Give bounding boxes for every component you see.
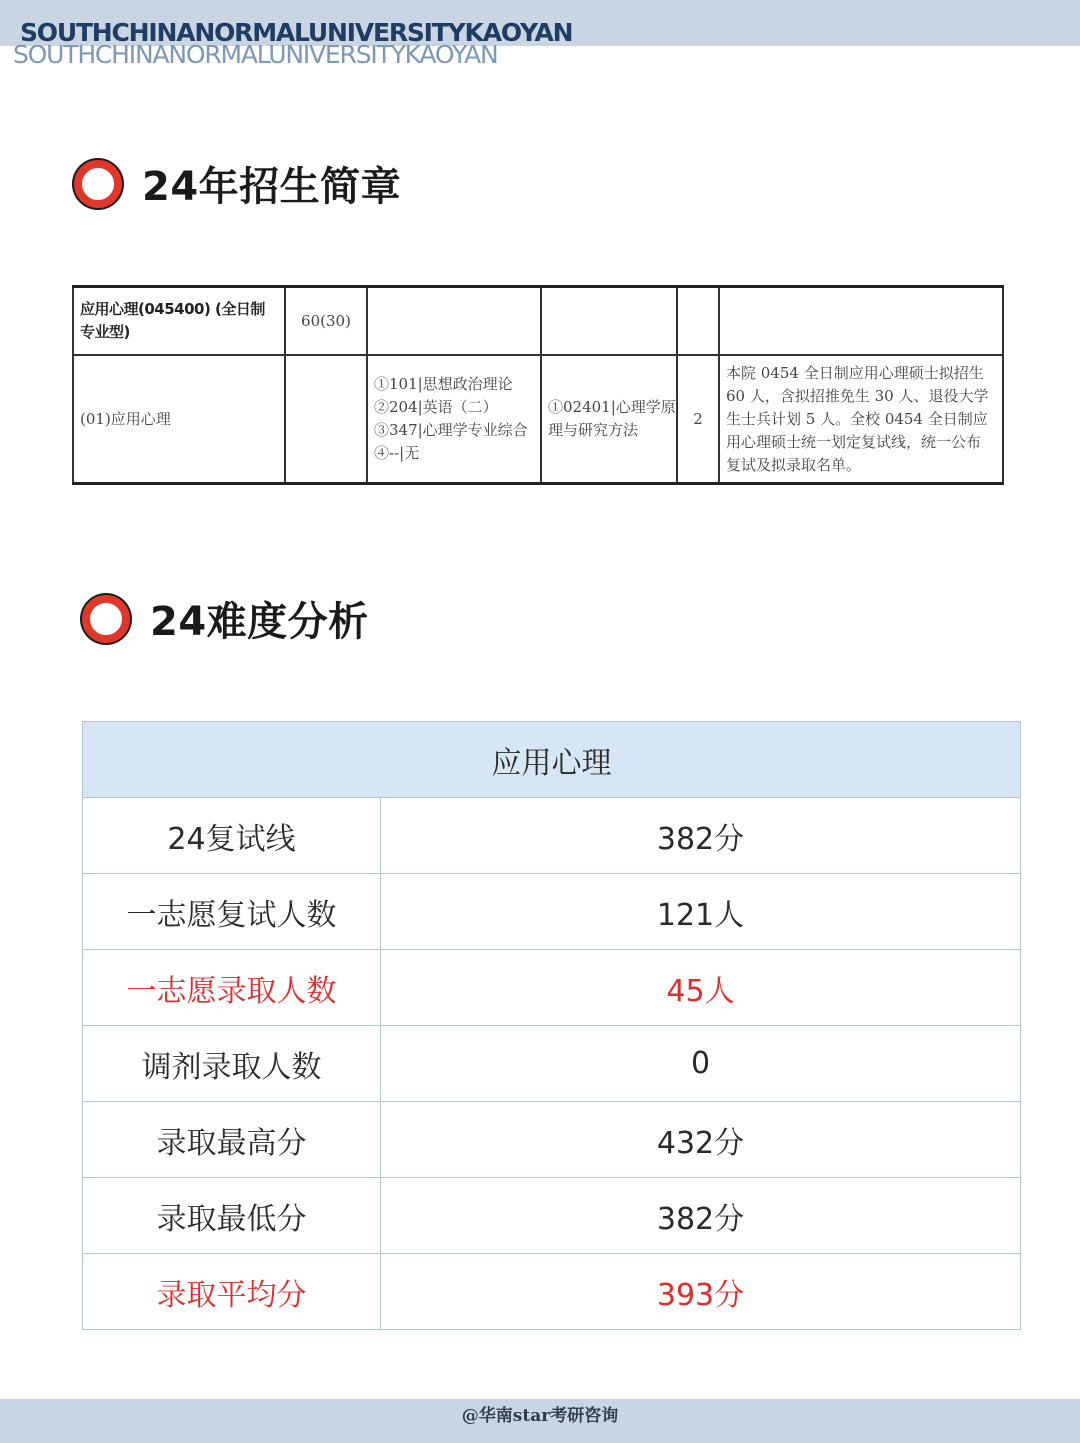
brochure-program-row <box>73 287 1003 356</box>
footer-credit: @华南star考研咨询 <box>461 1406 619 1426</box>
section-difficulty-analysis <box>82 590 369 647</box>
section-title: 24年招生简章 <box>142 164 402 210</box>
stats-row-min-score <box>83 1178 1021 1254</box>
stats-header: 应用心理 <box>83 722 1021 798</box>
stat-label: 一志愿复试人数 <box>83 874 381 950</box>
stat-value: 45人 <box>381 950 1021 1026</box>
stat-label: 录取平均分 <box>83 1254 381 1330</box>
subject-count: 2 <box>677 355 719 484</box>
stats-row-transfer-admitted <box>83 1026 1021 1102</box>
stat-value: 382分 <box>381 798 1021 874</box>
stats-row-avg-score <box>83 1254 1021 1330</box>
retest-subjects: ①02401|心理学原 理与研究方法 <box>541 355 677 484</box>
brand-title-echo: SOUTHCHINANORMALUNIVERSITYKAOYAN <box>13 40 498 69</box>
research-direction: (01)应用心理 <box>73 355 285 484</box>
section-admission-brochure <box>74 155 401 212</box>
stats-header-row <box>83 722 1021 798</box>
target-circle-icon <box>82 595 130 643</box>
stat-label: 调剂录取人数 <box>83 1026 381 1102</box>
stat-value: 432分 <box>381 1102 1021 1178</box>
program-name: 应用心理(045400) (全日制专业型) <box>73 287 285 356</box>
enrollment-quota: 60(30) <box>285 287 367 356</box>
section-title: 24难度分析 <box>150 599 369 645</box>
stat-label: 一志愿录取人数 <box>83 950 381 1026</box>
stat-value: 382分 <box>381 1178 1021 1254</box>
stat-value: 0 <box>381 1026 1021 1102</box>
admission-notes: 本院 0454 全日制应用心理硕士拟招生 60 人，含拟招推免生 30 人、退役大学 生士兵计划 5 人。全校 0454 全日制应 用心理硕士统一划定复试线，统一公布 复试及拟录取名单。 <box>719 355 1003 484</box>
brand-title: SOUTHCHINANORMALUNIVERSITYKAOYAN <box>20 18 573 47</box>
brochure-direction-row <box>73 355 1003 484</box>
stat-value: 121人 <box>381 874 1021 950</box>
stats-row-first-choice-admitted <box>83 950 1021 1026</box>
stats-row-max-score <box>83 1102 1021 1178</box>
exam-subjects: ①101|思想政治理论 ②204|英语（二） ③347|心理学专业综合 ④--|无 <box>367 355 541 484</box>
target-circle-icon <box>74 160 122 208</box>
stats-row-first-choice-retest <box>83 874 1021 950</box>
stat-value: 393分 <box>381 1254 1021 1330</box>
stat-label: 录取最高分 <box>83 1102 381 1178</box>
stats-table <box>82 721 1021 1330</box>
brochure-table <box>72 285 1004 485</box>
stats-row-retest-line <box>83 798 1021 874</box>
stat-label: 录取最低分 <box>83 1178 381 1254</box>
stat-label: 24复试线 <box>83 798 381 874</box>
